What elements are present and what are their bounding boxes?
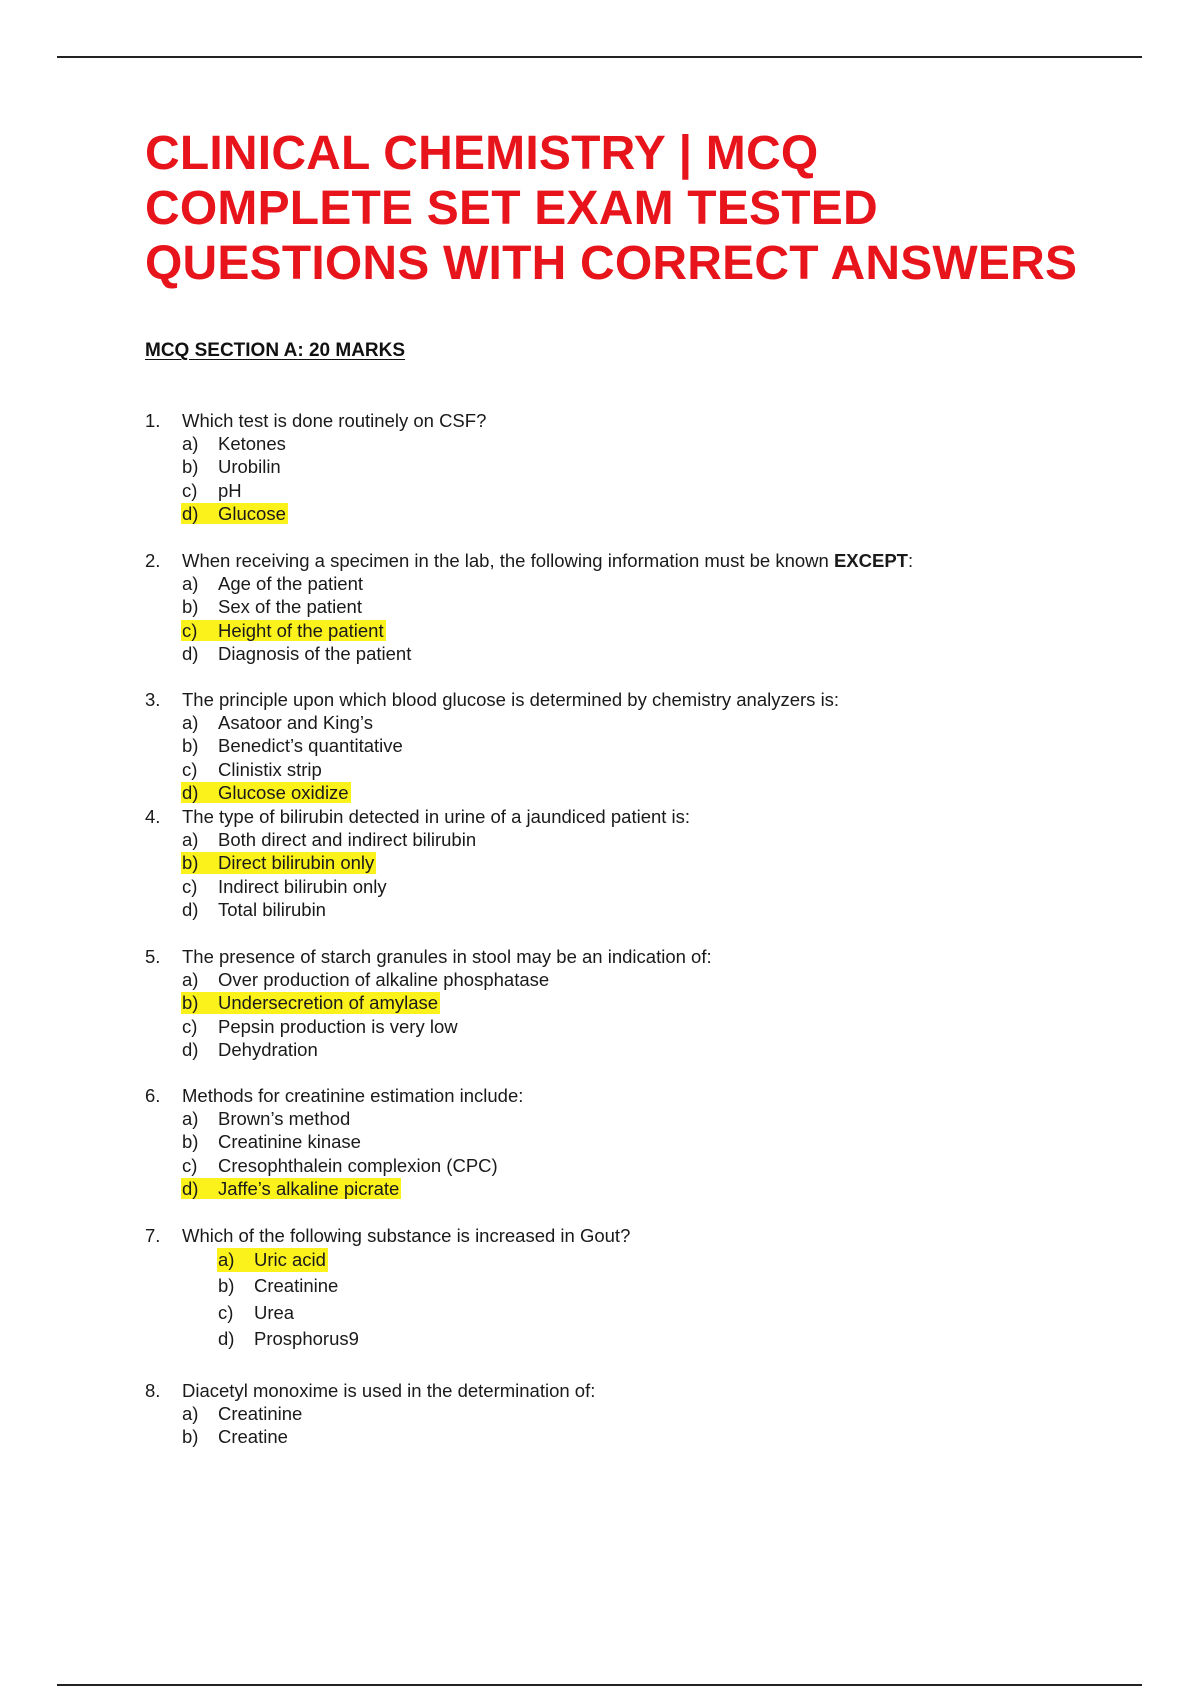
title-line-1: CLINICAL CHEMISTRY | MCQ xyxy=(145,127,819,180)
option-letter: b) xyxy=(182,852,199,874)
option-b xyxy=(145,1130,1145,1153)
option-letter: b) xyxy=(182,456,199,478)
question-4 xyxy=(145,805,1145,921)
question-number: 7. xyxy=(145,1225,161,1246)
question-3 xyxy=(145,688,1145,804)
question-stem xyxy=(145,945,1145,968)
question-number: 8. xyxy=(145,1380,161,1401)
option-d xyxy=(145,1326,1145,1352)
option-text: Clinistix strip xyxy=(218,758,322,780)
option-letter: b) xyxy=(182,992,199,1014)
question-6 xyxy=(145,1084,1145,1200)
question-number: 4. xyxy=(145,806,161,827)
option-letter: b) xyxy=(218,1275,235,1297)
question-stem xyxy=(145,688,1145,711)
option-text: Asatoor and King’s xyxy=(218,712,373,733)
option-letter: a) xyxy=(182,829,199,850)
option-letter: c) xyxy=(182,875,198,897)
question-stem xyxy=(145,805,1145,828)
option-text: Glucose xyxy=(218,502,286,524)
option-c-correct xyxy=(145,619,1145,642)
option-d-correct xyxy=(145,502,1145,525)
option-letter: a) xyxy=(182,433,199,454)
option-d xyxy=(145,642,1145,665)
option-text: Benedict’s quantitative xyxy=(218,735,403,757)
option-letter: a) xyxy=(182,1403,199,1424)
option-letter: b) xyxy=(182,1131,199,1153)
question-number: 6. xyxy=(145,1085,161,1106)
option-text: Prosphorus9 xyxy=(254,1327,359,1349)
title-line-2: COMPLETE SET EXAM TESTED xyxy=(145,182,878,235)
option-a xyxy=(145,432,1145,455)
option-letter: b) xyxy=(182,735,199,757)
question-number: 1. xyxy=(145,410,161,431)
option-text: Jaffe’s alkaline picrate xyxy=(218,1177,400,1199)
question-text xyxy=(182,549,913,572)
question-text: Methods for creatinine estimation include: xyxy=(182,1085,524,1106)
option-letter: c) xyxy=(218,1301,234,1323)
option-letter: a) xyxy=(182,712,199,733)
question-1 xyxy=(145,409,1145,525)
option-text: Direct bilirubin only xyxy=(218,852,375,874)
option-text: Ketones xyxy=(218,433,286,454)
option-d xyxy=(145,898,1145,921)
option-text: Creatinine xyxy=(254,1275,339,1297)
option-b xyxy=(145,734,1145,757)
question-text: Diacetyl monoxime is used in the determination of: xyxy=(182,1380,596,1401)
option-letter: d) xyxy=(182,781,199,803)
option-b-correct xyxy=(145,991,1145,1014)
option-c xyxy=(145,479,1145,502)
option-a xyxy=(145,1402,1145,1425)
option-a-correct xyxy=(145,1247,1145,1273)
question-number: 5. xyxy=(145,946,161,967)
option-text: Pepsin production is very low xyxy=(218,1015,458,1037)
option-text: Over production of alkaline phosphatase xyxy=(218,969,550,990)
question-8 xyxy=(145,1379,1145,1449)
option-letter: b) xyxy=(182,596,199,618)
option-letter: b) xyxy=(182,1426,199,1448)
question-text: The presence of starch granules in stool may be an indication of: xyxy=(182,946,712,967)
title-line-3: QUESTIONS WITH CORRECT ANSWERS xyxy=(145,237,1078,290)
option-letter: d) xyxy=(218,1327,235,1349)
document-title xyxy=(145,126,1145,291)
top-rule xyxy=(57,56,1142,58)
question-2 xyxy=(145,549,1145,665)
option-text: pH xyxy=(218,479,242,501)
option-a xyxy=(145,1107,1145,1130)
question-number: 3. xyxy=(145,689,161,710)
option-text: Glucose oxidize xyxy=(218,781,349,803)
question-stem xyxy=(145,1379,1145,1402)
option-text: Cresophthalein complexion (CPC) xyxy=(218,1154,498,1176)
option-text: Urobilin xyxy=(218,456,281,478)
question-text-emphasis: EXCEPT xyxy=(833,550,908,571)
option-a xyxy=(145,828,1145,851)
option-letter: d) xyxy=(182,642,199,664)
question-stem xyxy=(145,1084,1145,1107)
option-letter: c) xyxy=(182,1154,198,1176)
option-b xyxy=(145,595,1145,618)
option-a xyxy=(145,572,1145,595)
question-text: Which of the following substance is increased in Gout? xyxy=(182,1225,631,1246)
option-d-correct xyxy=(145,781,1145,804)
question-text: Which test is done routinely on CSF? xyxy=(182,410,487,431)
bottom-rule xyxy=(57,1684,1142,1686)
option-letter: c) xyxy=(182,758,198,780)
question-stem xyxy=(145,1224,1145,1247)
option-letter: c) xyxy=(182,619,198,641)
option-c xyxy=(145,1015,1145,1038)
option-letter: d) xyxy=(182,898,199,920)
option-letter: a) xyxy=(218,1249,235,1270)
option-text: Indirect bilirubin only xyxy=(218,875,387,897)
question-stem xyxy=(145,549,1145,572)
option-text: Total bilirubin xyxy=(218,898,326,920)
option-letter: a) xyxy=(182,573,199,594)
option-c xyxy=(145,758,1145,781)
option-letter: c) xyxy=(182,479,198,501)
option-letter: c) xyxy=(182,1015,198,1037)
option-letter: a) xyxy=(182,1108,199,1129)
option-d xyxy=(145,1038,1145,1061)
option-c xyxy=(145,1300,1145,1326)
option-text: Creatinine kinase xyxy=(218,1131,361,1153)
option-a xyxy=(145,711,1145,734)
option-text: Uric acid xyxy=(254,1249,326,1270)
option-text: Diagnosis of the patient xyxy=(218,642,412,664)
option-d-correct xyxy=(145,1177,1145,1200)
option-text: Age of the patient xyxy=(218,573,364,594)
option-b xyxy=(145,1273,1145,1299)
question-text: The type of bilirubin detected in urine of a jaundiced patient is: xyxy=(182,806,691,827)
question-text-end: : xyxy=(908,550,914,571)
option-text: Undersecretion of amylase xyxy=(218,992,439,1014)
question-number: 2. xyxy=(145,550,161,571)
section-heading: MCQ SECTION A: 20 MARKS xyxy=(145,340,406,361)
option-b-correct xyxy=(145,851,1145,874)
option-letter: a) xyxy=(182,969,199,990)
option-b xyxy=(145,455,1145,478)
question-text: The principle upon which blood glucose is determined by chemistry analyzers is: xyxy=(182,689,840,710)
question-stem xyxy=(145,409,1145,432)
option-text: Creatine xyxy=(218,1426,288,1448)
option-c xyxy=(145,875,1145,898)
option-b xyxy=(145,1425,1145,1448)
option-letter: d) xyxy=(182,1177,199,1199)
question-5 xyxy=(145,945,1145,1061)
option-text: Both direct and indirect bilirubin xyxy=(218,829,477,850)
option-text: Brown’s method xyxy=(218,1108,351,1129)
option-letter: d) xyxy=(182,1038,199,1060)
option-a xyxy=(145,968,1145,991)
option-c xyxy=(145,1154,1145,1177)
option-text: Sex of the patient xyxy=(218,596,362,618)
question-text-main: When receiving a specimen in the lab, the following information must be known xyxy=(182,550,834,571)
option-text: Height of the patient xyxy=(218,619,384,641)
option-text: Urea xyxy=(254,1301,295,1323)
option-text: Creatinine xyxy=(218,1403,303,1424)
option-letter: d) xyxy=(182,502,199,524)
option-text: Dehydration xyxy=(218,1038,318,1060)
question-7 xyxy=(145,1224,1145,1352)
